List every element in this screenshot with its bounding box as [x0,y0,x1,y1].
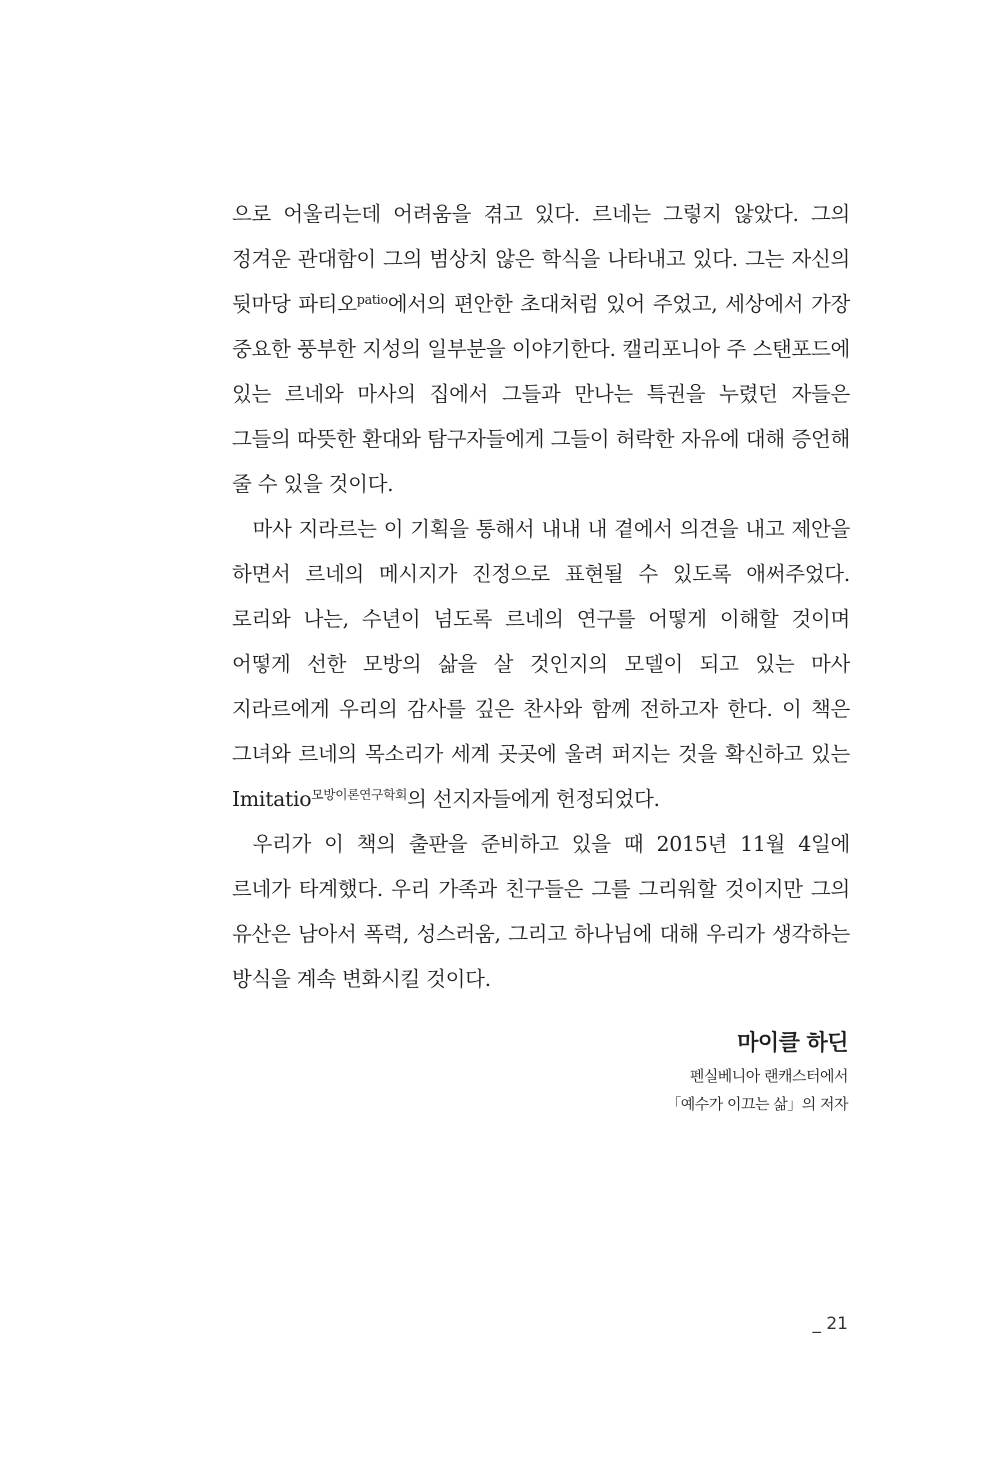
author-name: 마이클 하딘 [737,1031,848,1056]
imitatio-gloss: 모방이론연구학회 [311,787,408,803]
patio-gloss: patio [356,292,388,308]
paragraph-1-rest: 에서의 편안한 초대처럼 있어 주었고, 세상에서 가장 중요한 풍부한 지성의 일부분을 이야기한다. 캘리포니아 주 스탠포드에 있는 르네와 마사의 집에서 그들과 만나는 특권을 누렸던 자들은 그들의 따뜻한 환대와 탐구자들에게 그들이 허락한 자유에 대해 증언해 줄 수 있을 것이다. [232,292,851,496]
paragraph-1 [232,192,850,507]
paragraph-3 [232,822,850,1002]
author-location: 펜실베니아 랜캐스터에서 [689,1067,848,1085]
paragraph-1-text: 으로 어울리는데 어려움을 겪고 있다. 르네는 그렇지 않았다. 그의 정겨운 관대함이 그의 범상치 않은 학식을 나타내고 있다. 그는 자신의 뒷마당 파티오 [232,202,850,316]
paragraph-2-text: 마사 지라르는 이 기획을 통해서 내내 내 곁에서 의견을 내고 제안을 하면서 르네의 메시지가 진정으로 표현될 수 있도록 애써주었다. 로리와 나는, 수년이 넘도록 르네의 연구를 어떻게 이해할 것이며 어떻게 선한 모방의 삶을 살 것인지의 모델이 되고 있는 마사 지라르에게 우리의 감사를 깊은 찬사와 함께 전하고자 한다. 이 책은 그녀와 르네의 목소리가 세계 곳곳에 울려 퍼지는 것을 확신하고 있는 Imitatio [232,517,850,811]
paragraph-2-rest: 의 선지자들에게 헌정되었다. [407,787,660,811]
paragraph-3-text: 우리가 이 책의 출판을 준비하고 있을 때 2015년 11월 4일에 르네가 타계했다. 우리 가족과 친구들은 그를 그리워할 것이지만 그의 유산은 남아서 폭력, 성스러움, 그리고 하나님에 대해 우리가 생각하는 방식을 계속 변화시킬 것이다. [232,832,850,991]
signature-block [666,1026,848,1118]
body-text [232,192,850,1002]
author-work: 「예수가 이끄는 삶」의 저자 [666,1095,848,1113]
page-number: _ 21 [812,1314,848,1334]
paragraph-2 [232,507,850,822]
